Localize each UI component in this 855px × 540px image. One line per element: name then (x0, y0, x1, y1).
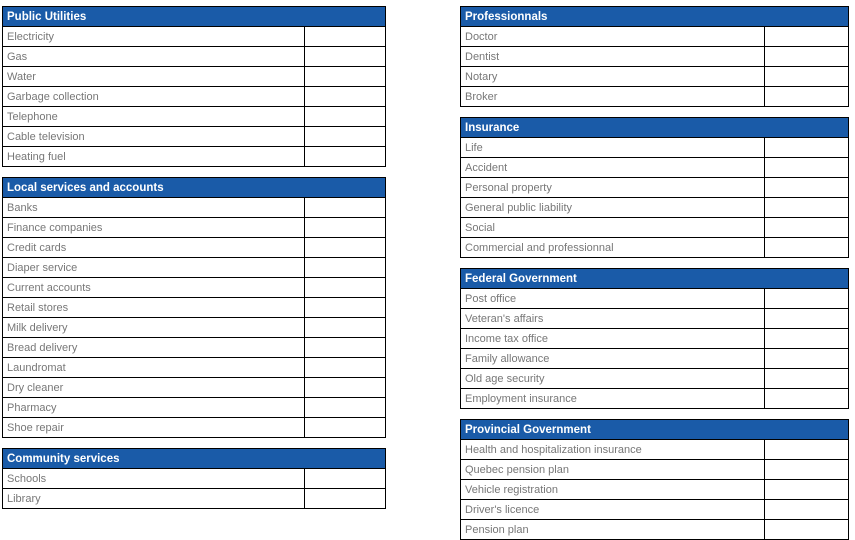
table-row (3, 87, 386, 107)
row-value-cell[interactable] (765, 329, 849, 349)
table-row (461, 138, 849, 158)
row-value-cell[interactable] (304, 418, 385, 438)
table-row (461, 349, 849, 369)
row-label: Driver's licence (461, 500, 765, 520)
table-row (461, 178, 849, 198)
row-value-cell[interactable] (765, 500, 849, 520)
row-label: Garbage collection (3, 87, 305, 107)
row-value-cell[interactable] (304, 398, 385, 418)
row-value-cell[interactable] (305, 27, 386, 47)
row-value-cell[interactable] (764, 198, 848, 218)
table-row (461, 87, 849, 107)
row-label: Bread delivery (3, 338, 305, 358)
table-row (3, 338, 386, 358)
row-value-cell[interactable] (304, 278, 385, 298)
row-label: Water (3, 67, 305, 87)
table-row (461, 369, 849, 389)
row-value-cell[interactable] (764, 87, 848, 107)
row-value-cell[interactable] (765, 460, 849, 480)
row-label: Library (3, 489, 305, 509)
row-value-cell[interactable] (764, 158, 848, 178)
table-row (461, 309, 849, 329)
row-value-cell[interactable] (305, 67, 386, 87)
row-value-cell[interactable] (765, 309, 849, 329)
row-label: Social (461, 218, 765, 238)
table-row (3, 47, 386, 67)
row-value-cell[interactable] (305, 489, 386, 509)
row-label: Electricity (3, 27, 305, 47)
table-header-professionnals: Professionnals (461, 7, 849, 27)
row-value-cell[interactable] (304, 218, 385, 238)
row-value-cell[interactable] (304, 338, 385, 358)
row-label: Heating fuel (3, 147, 305, 167)
table-header-federal-government: Federal Government (461, 269, 849, 289)
row-label: Shoe repair (3, 418, 305, 438)
row-label: Gas (3, 47, 305, 67)
row-value-cell[interactable] (305, 87, 386, 107)
row-value-cell[interactable] (304, 238, 385, 258)
row-label: Accident (461, 158, 765, 178)
table-row (3, 358, 386, 378)
row-label: Broker (461, 87, 765, 107)
table-row (3, 198, 386, 218)
table-row (461, 440, 849, 460)
table-row (461, 500, 849, 520)
row-label: Banks (3, 198, 305, 218)
row-value-cell[interactable] (765, 520, 849, 540)
row-label: Finance companies (3, 218, 305, 238)
table-header-insurance: Insurance (461, 118, 849, 138)
row-value-cell[interactable] (305, 127, 386, 147)
row-value-cell[interactable] (304, 298, 385, 318)
row-label: Notary (461, 67, 765, 87)
table-row (3, 318, 386, 338)
table-insurance (460, 117, 849, 258)
row-value-cell[interactable] (764, 138, 848, 158)
table-row (3, 258, 386, 278)
row-value-cell[interactable] (765, 389, 849, 409)
table-row (461, 27, 849, 47)
table-header-row (3, 7, 386, 27)
row-value-cell[interactable] (304, 358, 385, 378)
table-row (461, 47, 849, 67)
table-header-public-utilities: Public Utilities (3, 7, 386, 27)
row-label: Current accounts (3, 278, 305, 298)
row-label: Personal property (461, 178, 765, 198)
table-row (461, 218, 849, 238)
row-label: Health and hospitalization insurance (461, 440, 765, 460)
row-value-cell[interactable] (764, 178, 848, 198)
table-header-row (3, 449, 386, 469)
table-header-community-services: Community services (3, 449, 386, 469)
row-value-cell[interactable] (764, 238, 848, 258)
row-label: Diaper service (3, 258, 305, 278)
table-provincial-government (460, 419, 849, 540)
table-federal-government (460, 268, 849, 409)
row-label: Dry cleaner (3, 378, 305, 398)
table-row (461, 460, 849, 480)
table-row (3, 147, 386, 167)
table-header-provincial-government: Provincial Government (461, 420, 849, 440)
row-label: Telephone (3, 107, 305, 127)
row-label: Quebec pension plan (461, 460, 765, 480)
row-value-cell[interactable] (764, 67, 848, 87)
row-value-cell[interactable] (765, 349, 849, 369)
table-row (3, 398, 386, 418)
table-header-row (3, 178, 386, 198)
row-value-cell[interactable] (304, 198, 385, 218)
row-value-cell[interactable] (305, 47, 386, 67)
row-value-cell[interactable] (765, 289, 849, 309)
table-row (461, 329, 849, 349)
table-row (461, 289, 849, 309)
table-header-row (461, 420, 849, 440)
left-column (2, 6, 386, 519)
row-label: Cable television (3, 127, 305, 147)
row-value-cell[interactable] (765, 440, 849, 460)
table-local-services (2, 177, 386, 438)
row-value-cell[interactable] (304, 258, 385, 278)
table-row (3, 469, 386, 489)
right-column (460, 6, 849, 540)
row-label: Post office (461, 289, 765, 309)
row-label: Income tax office (461, 329, 765, 349)
row-label: Vehicle registration (461, 480, 765, 500)
row-value-cell[interactable] (305, 107, 386, 127)
table-header-row (461, 7, 849, 27)
row-value-cell[interactable] (765, 480, 849, 500)
table-header-row (461, 269, 849, 289)
table-row (3, 238, 386, 258)
table-row (3, 27, 386, 47)
row-value-cell[interactable] (305, 147, 386, 167)
row-label: Doctor (461, 27, 765, 47)
table-row (461, 480, 849, 500)
row-label: Pension plan (461, 520, 765, 540)
row-label: Pharmacy (3, 398, 305, 418)
row-label: Employment insurance (461, 389, 765, 409)
row-value-cell[interactable] (764, 218, 848, 238)
row-value-cell[interactable] (765, 369, 849, 389)
table-professionnals (460, 6, 849, 107)
table-header-row (461, 118, 849, 138)
row-label: Milk delivery (3, 318, 305, 338)
row-value-cell[interactable] (764, 47, 848, 67)
row-label: Life (461, 138, 765, 158)
table-community-services (2, 448, 386, 509)
table-row (3, 418, 386, 438)
row-label: Old age security (461, 369, 765, 389)
row-label: Credit cards (3, 238, 305, 258)
row-value-cell[interactable] (305, 469, 386, 489)
row-label: General public liability (461, 198, 765, 218)
row-value-cell[interactable] (304, 318, 385, 338)
table-row (461, 238, 849, 258)
table-header-local-services: Local services and accounts (3, 178, 386, 198)
table-row (3, 278, 386, 298)
table-public-utilities (2, 6, 386, 167)
table-row (461, 389, 849, 409)
row-label: Family allowance (461, 349, 765, 369)
row-label: Retail stores (3, 298, 305, 318)
table-row (3, 107, 386, 127)
table-row (461, 520, 849, 540)
row-value-cell[interactable] (764, 27, 848, 47)
row-label: Dentist (461, 47, 765, 67)
row-label: Commercial and professionnal (461, 238, 765, 258)
table-row (3, 67, 386, 87)
table-row (461, 67, 849, 87)
table-row (461, 198, 849, 218)
table-row (3, 378, 386, 398)
table-row (461, 158, 849, 178)
table-row (3, 218, 386, 238)
row-label: Schools (3, 469, 305, 489)
table-row (3, 127, 386, 147)
table-row (3, 489, 386, 509)
row-label: Laundromat (3, 358, 305, 378)
table-row (3, 298, 386, 318)
row-label: Veteran's affairs (461, 309, 765, 329)
row-value-cell[interactable] (304, 378, 385, 398)
